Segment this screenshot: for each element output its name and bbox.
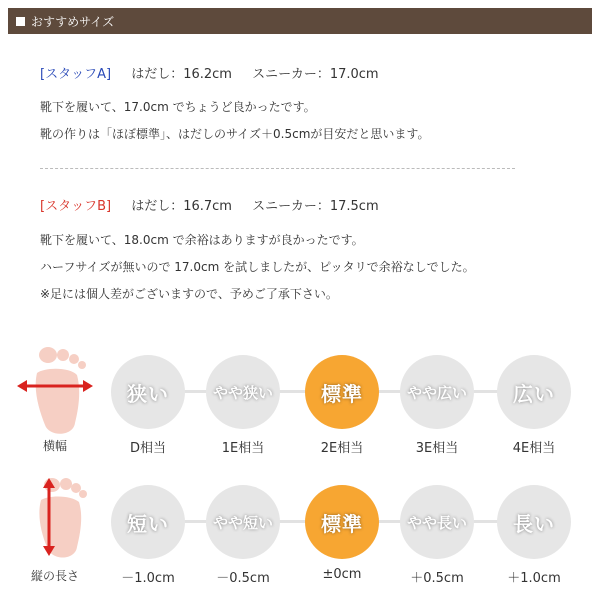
section-header <box>8 8 592 34</box>
length-under-label: －1.0cm <box>121 571 175 586</box>
staff-b-summary <box>40 195 379 214</box>
staff-a-barefoot: はだし：16.2cm <box>131 67 232 82</box>
length-under-label: ＋0.5cm <box>410 571 464 586</box>
staff-a-line: 靴の作りは「ほぼ標準」、はだしのサイズ＋0.5cmが目安だと思います。 <box>40 127 430 141</box>
staff-b-comment <box>40 227 475 308</box>
length-option-slightly-long: やや長い <box>400 485 474 559</box>
length-option-short: 短い <box>111 485 185 559</box>
width-label: 横幅 <box>42 439 67 453</box>
width-under-label: 1E相当 <box>221 441 265 456</box>
width-option-narrow: 狭い <box>111 355 185 429</box>
staff-a-comment <box>40 94 429 148</box>
width-scale <box>0 345 600 470</box>
length-under-label: ＋1.0cm <box>507 571 561 586</box>
width-under-label: D相当 <box>129 441 166 456</box>
length-option-slightly-short: やや短い <box>206 485 280 559</box>
width-option-slightly-wide: やや広い <box>400 355 474 429</box>
length-label: 縦の長さ <box>30 569 79 583</box>
length-scale <box>0 475 600 600</box>
width-under-label: 4E相当 <box>512 441 556 456</box>
section-title: おすすめサイズ <box>31 14 115 29</box>
foot-length-icon <box>15 475 95 565</box>
staff-a-line: 靴下を履いて、17.0cm でちょうど良かったです。 <box>40 100 316 114</box>
staff-b-line: ※足には個人差がございますので、予めご了承下さい。 <box>40 287 338 301</box>
staff-a-sneaker: スニーカー：17.0cm <box>252 67 379 82</box>
staff-b-line: ハーフサイズが無いので 17.0cm を試しましたが、ピッタリで余裕なしでした。 <box>40 260 475 274</box>
length-under-label: ±0cm <box>322 567 362 582</box>
staff-b-line: 靴下を履いて、18.0cm で余裕はありますが良かったです。 <box>40 233 364 247</box>
divider <box>40 168 515 169</box>
length-option-standard: 標準 <box>305 485 379 559</box>
length-under-label: －0.5cm <box>216 571 270 586</box>
foot-width-icon <box>15 345 95 440</box>
staff-b-sneaker: スニーカー：17.5cm <box>252 199 379 214</box>
width-option-slightly-narrow: やや狭い <box>206 355 280 429</box>
width-option-standard: 標準 <box>305 355 379 429</box>
staff-a-summary <box>40 63 379 82</box>
square-icon <box>16 17 25 26</box>
width-under-label: 3E相当 <box>415 441 459 456</box>
staff-a-tag: [スタッフA] <box>40 67 112 82</box>
width-under-label: 2E相当 <box>320 441 364 456</box>
width-option-wide: 広い <box>497 355 571 429</box>
staff-b-tag: [スタッフB] <box>40 199 112 214</box>
staff-b-barefoot: はだし：16.7cm <box>131 199 232 214</box>
length-option-long: 長い <box>497 485 571 559</box>
